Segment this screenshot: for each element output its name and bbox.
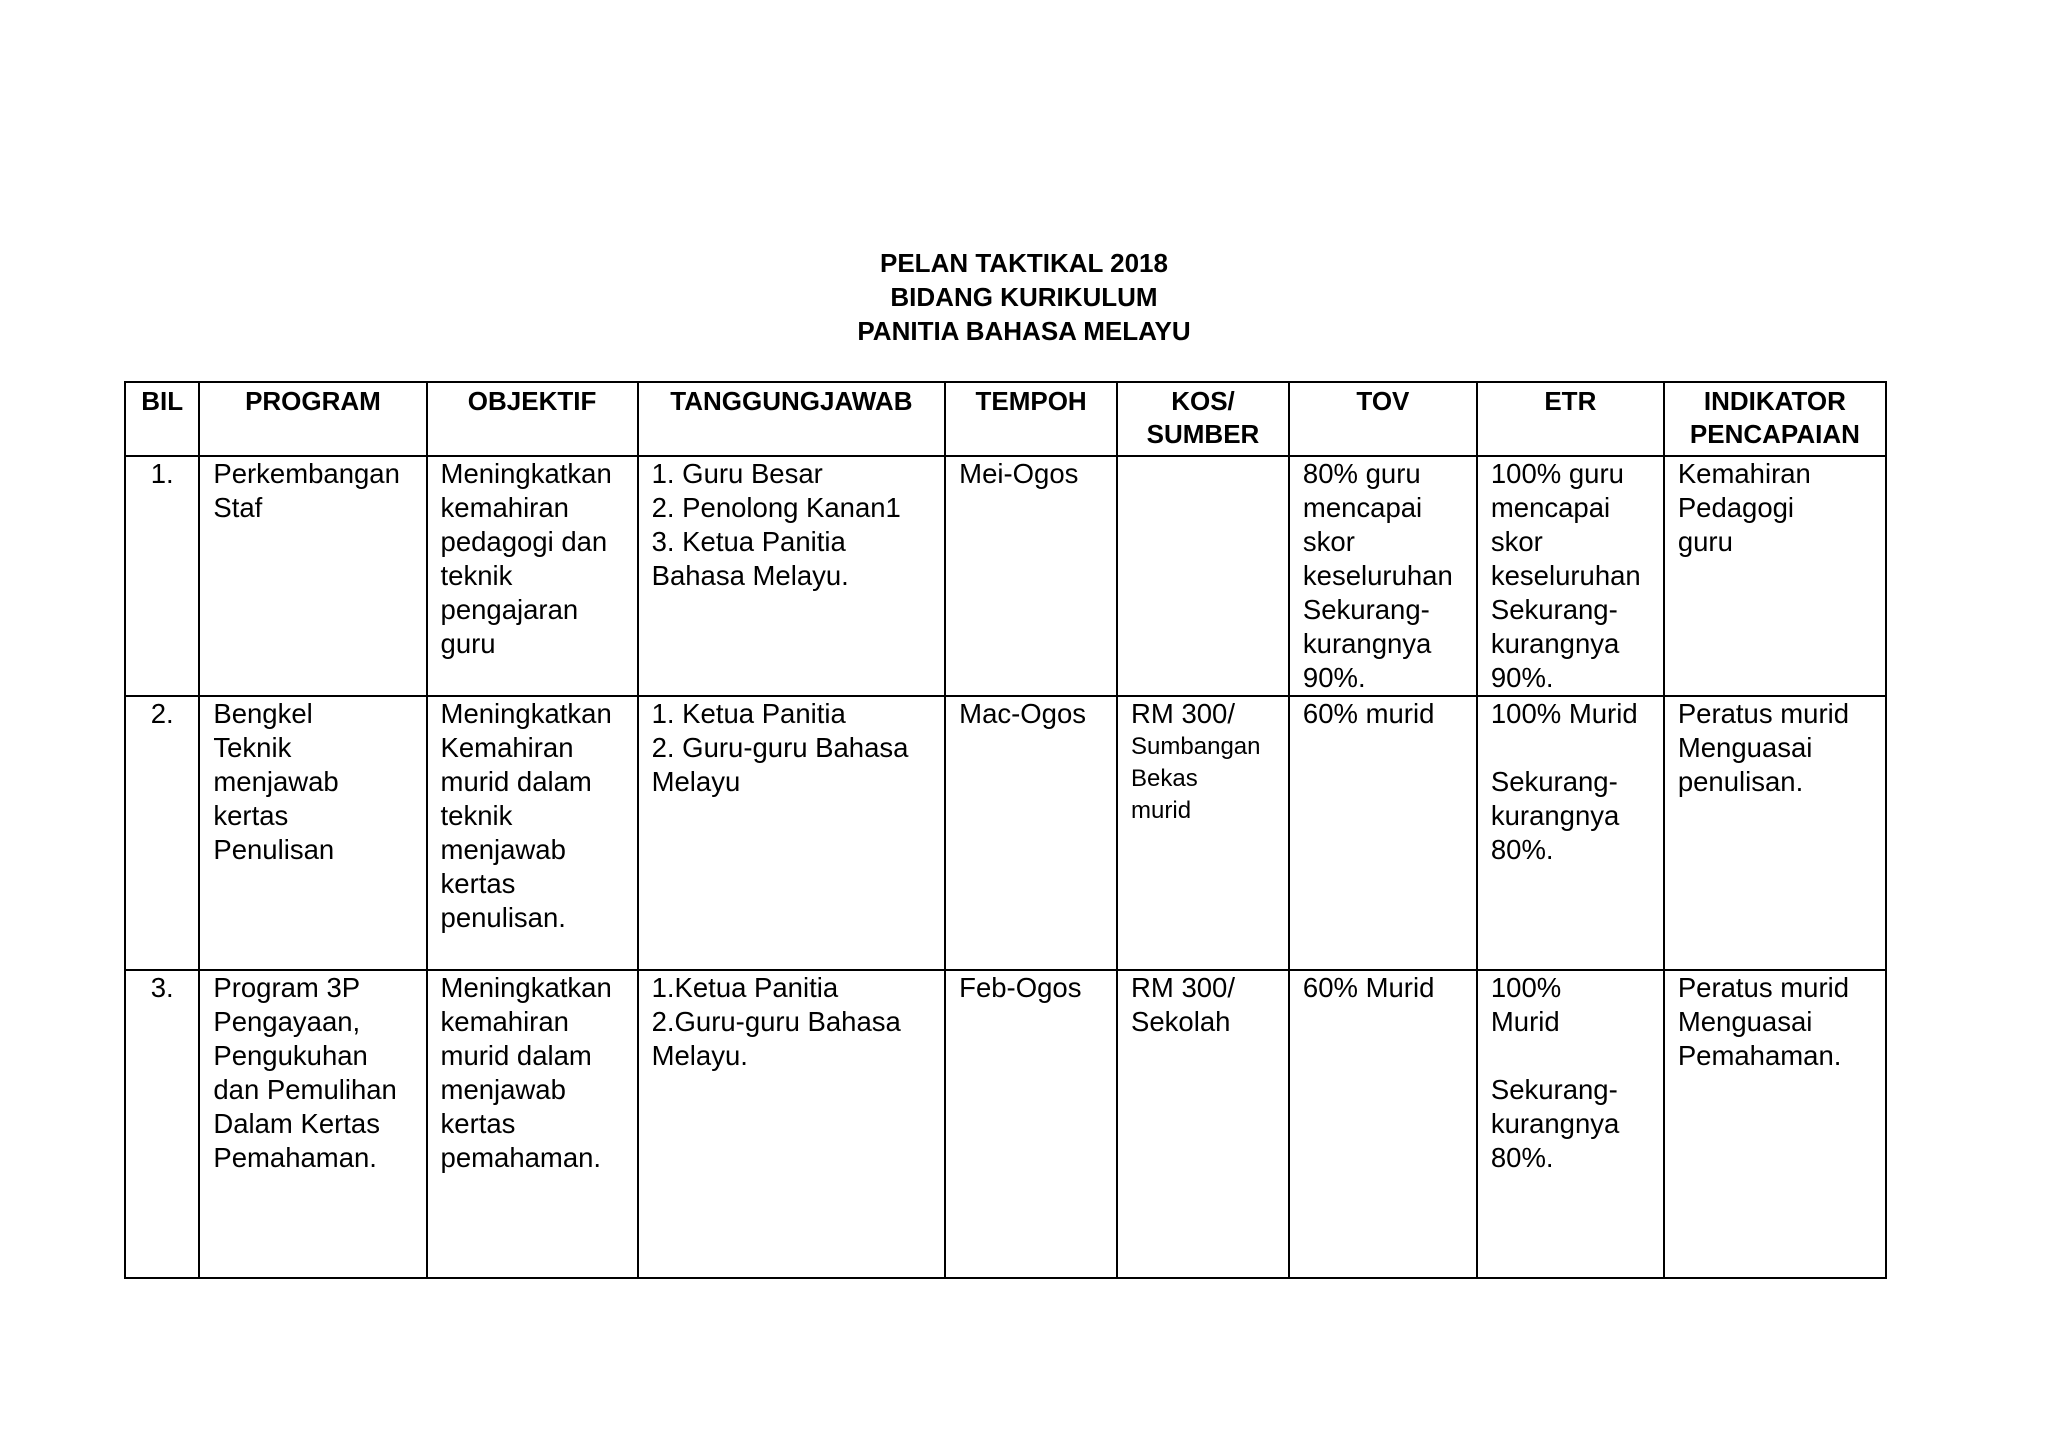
document-title-block — [0, 246, 2048, 348]
cell-tempoh: Feb-Ogos — [945, 970, 1117, 1278]
cell-tov: 60% Murid — [1289, 970, 1477, 1278]
cell-etr: 100% Murid Sekurang- kurangnya 80%. — [1477, 970, 1664, 1278]
cell-tempoh: Mac-Ogos — [945, 696, 1117, 970]
cell-tov: 60% murid — [1289, 696, 1477, 970]
header-indikator: INDIKATOR PENCAPAIAN — [1664, 382, 1886, 456]
cell-indikator: Peratus murid Menguasai penulisan. — [1664, 696, 1886, 970]
cell-indikator: Kemahiran Pedagogi guru — [1664, 456, 1886, 696]
cell-bil: 2. — [125, 696, 199, 970]
table-header-row — [125, 382, 1886, 456]
cell-bil: 1. — [125, 456, 199, 696]
cell-bil: 3. — [125, 970, 199, 1278]
cell-tanggungjawab: 1. Ketua Panitia 2. Guru-guru Bahasa Melayu — [638, 696, 946, 970]
cell-etr: 100% guru mencapai skor keseluruhan Sekurang- kurangnya 90%. — [1477, 456, 1664, 696]
header-objektif: OBJEKTIF — [427, 382, 638, 456]
cell-objektif: Meningkatkan kemahiran murid dalam menjawab kertas pemahaman. — [427, 970, 638, 1278]
cell-tanggungjawab: 1. Guru Besar 2. Penolong Kanan1 3. Ketua Panitia Bahasa Melayu. — [638, 456, 946, 696]
table-row — [125, 970, 1886, 1278]
cell-objektif: Meningkatkan kemahiran pedagogi dan teknik pengajaran guru — [427, 456, 638, 696]
header-tanggungjawab: TANGGUNGJAWAB — [638, 382, 946, 456]
cell-tanggungjawab: 1.Ketua Panitia 2.Guru-guru Bahasa Melayu. — [638, 970, 946, 1278]
cell-etr: 100% Murid Sekurang- kurangnya 80%. — [1477, 696, 1664, 970]
cell-indikator: Peratus murid Menguasai Pemahaman. — [1664, 970, 1886, 1278]
document-title: PELAN TAKTIKAL 2018 — [880, 248, 1168, 278]
document-subtitle-panitia: PANITIA BAHASA MELAYU — [857, 316, 1191, 346]
header-tov: TOV — [1289, 382, 1477, 456]
table-row — [125, 456, 1886, 696]
cell-program: Bengkel Teknik menjawab kertas Penulisan — [199, 696, 426, 970]
cell-tempoh: Mei-Ogos — [945, 456, 1117, 696]
cell-kos-sumber: RM 300/ Sekolah — [1117, 970, 1289, 1278]
cell-objektif: Meningkatkan Kemahiran murid dalam teknik menjawab kertas penulisan. — [427, 696, 638, 970]
cell-program: Program 3P Pengayaan, Pengukuhan dan Pemulihan Dalam Kertas Pemahaman. — [199, 970, 426, 1278]
cell-program: Perkembangan Staf — [199, 456, 426, 696]
header-etr: ETR — [1477, 382, 1664, 456]
header-bil: BIL — [125, 382, 199, 456]
tactical-plan-table — [124, 381, 1887, 1279]
cell-kos-sumber — [1117, 696, 1289, 970]
kos-amount: RM 300/ — [1131, 698, 1235, 729]
document-subtitle-bidang: BIDANG KURIKULUM — [890, 282, 1158, 312]
header-kos-sumber: KOS/ SUMBER — [1117, 382, 1289, 456]
cell-kos-sumber — [1117, 456, 1289, 696]
kos-source: Sumbangan Bekas murid — [1131, 733, 1261, 824]
header-program: PROGRAM — [199, 382, 426, 456]
cell-tov: 80% guru mencapai skor keseluruhan Sekurang- kurangnya 90%. — [1289, 456, 1477, 696]
header-tempoh: TEMPOH — [945, 382, 1117, 456]
table-row — [125, 696, 1886, 970]
